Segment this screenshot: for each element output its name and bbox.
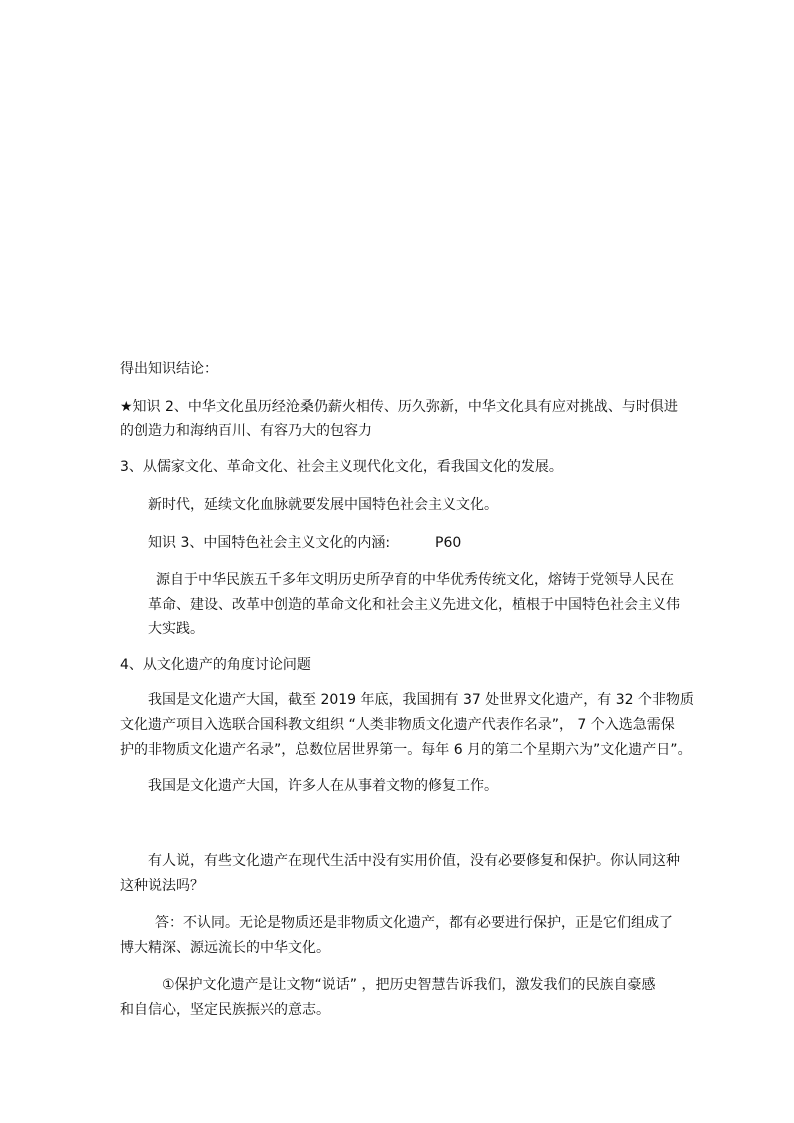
question-line-2: 这种说法吗？ xyxy=(120,878,204,894)
section-3-title: 3、从儒家文化、革命文化、社会主义现代化文化，看我国文化的发展。 xyxy=(120,459,563,475)
knowledge-3-content-line-3: 大实践。 xyxy=(148,621,204,637)
knowledge-3-heading xyxy=(148,533,462,553)
heritage-paragraph-line-2: 文化遗产项目入选联合国科教文组织 “人类非物质文化遗产代表作名录”， 7 个入选急需保 xyxy=(120,717,675,733)
answer-line-1: 答：不认同。无论是物质还是非物质文化遗产，都有必要进行保护，正是它们组成了 xyxy=(155,915,673,931)
heritage-paragraph-line-3: 护的非物质文化遗产名录”，总数位居世界第一。每年 6 月的第二个星期六为”文化遗产日”。 xyxy=(120,742,692,758)
answer-point-1-line-2: 和自信心，坚定民族振兴的意志。 xyxy=(120,1002,330,1018)
knowledge-3-content-line-2: 革命、建设、改革中创造的革命文化和社会主义先进文化，植根于中国特色社会主义伟 xyxy=(148,597,680,613)
heritage-paragraph-line-1: 我国是文化遗产大国，截至 2019 年底，我国拥有 37 处世界文化遗产，有 32 个非物质 xyxy=(148,692,694,708)
question-line-1: 有人说，有些文化遗产在现代生活中没有实用价值，没有必要修复和保护。你认同这种 xyxy=(148,853,680,869)
conclusion-heading: 得出知识结论： xyxy=(120,361,218,377)
answer-line-2: 博大精深、源远流长的中华文化。 xyxy=(120,940,330,956)
knowledge-2-line-1: ★知识 2、中华文化虽历经沧桑仍薪火相传、历久弥新，中华文化具有应对挑战、与时俱进 xyxy=(120,399,678,415)
new-era-text: 新时代，延续文化血脉就要发展中国特色社会主义文化。 xyxy=(148,497,498,513)
restoration-paragraph: 我国是文化遗产大国，许多人在从事着文物的修复工作。 xyxy=(148,778,498,794)
knowledge-3-content-line-1: 源自于中华民族五千多年文明历史所孕育的中华优秀传统文化，熔铸于党领导人民在 xyxy=(156,572,674,588)
answer-point-1-line-1: ①保护文化遗产是让文物“说话” ，把历史智慧告诉我们，激发我们的民族自豪感 xyxy=(162,977,656,993)
knowledge-2-line-2: 的创造力和海纳百川、有容乃大的包容力 xyxy=(120,423,372,439)
knowledge-3-label: 知识 3、中国特色社会主义文化的内涵: xyxy=(148,535,391,551)
section-4-title: 4、从文化遗产的角度讨论问题 xyxy=(120,657,311,673)
page-reference: P60 xyxy=(435,535,462,551)
